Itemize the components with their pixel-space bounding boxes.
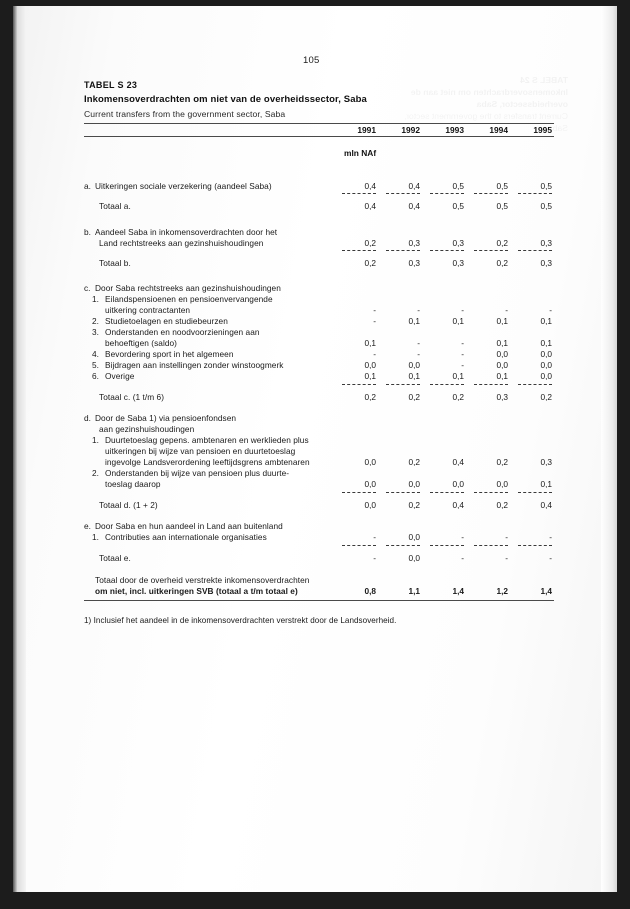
cell-value-1994: - (505, 532, 508, 542)
subtotal-separator (84, 193, 554, 197)
cell-value-1994: 0,5 (496, 181, 508, 191)
cell-value-1994: 0,2 (496, 457, 508, 467)
cell-value-1994: 0,3 (496, 392, 508, 402)
cell-value-1992: 0,0 (408, 479, 420, 489)
table-row (84, 500, 554, 511)
cell-value-1992: 0,2 (408, 457, 420, 467)
cell-value-1992: 0,2 (408, 500, 420, 510)
cell-value-1995: 0,5 (540, 181, 552, 191)
cell-value-1992: - (417, 349, 420, 359)
cell-value-1994: 0,0 (496, 360, 508, 370)
cell-value-1992: 0,0 (408, 553, 420, 563)
table-row (84, 392, 554, 403)
separator-segment (474, 492, 508, 493)
separator-segment (518, 384, 552, 385)
row-label: Onderstanden bij wijze van pensioen plus duurte- (105, 468, 290, 478)
cell-value-1995: - (549, 532, 552, 542)
row-label: Totaal a. (99, 201, 131, 211)
subtotal-separator (84, 250, 554, 254)
cell-value-1993: 0,5 (452, 201, 464, 211)
cell-value-1995: 0,0 (540, 360, 552, 370)
separator-segment (386, 545, 420, 546)
row-marker: 2. (92, 316, 99, 326)
separator-segment (474, 545, 508, 546)
table-row (84, 521, 554, 532)
row-label: Contributies aan internationale organisaties (105, 532, 267, 542)
cell-value-1991: 0,8 (364, 586, 376, 596)
cell-value-1991: 0,0 (364, 360, 376, 370)
cell-value-1994: 0,2 (496, 500, 508, 510)
table-row (84, 553, 554, 564)
row-marker: 6. (92, 371, 99, 381)
cell-value-1993: 0,1 (452, 371, 464, 381)
table-row (84, 349, 554, 360)
table-row (84, 446, 554, 457)
table-row (84, 294, 554, 305)
row-marker: 4. (92, 349, 99, 359)
subtotal-separator (84, 384, 554, 388)
row-label: Totaal e. (99, 553, 131, 563)
separator-segment (342, 193, 376, 194)
row-label: Door de Saba 1) via pensioenfondsen (95, 413, 237, 423)
cell-value-1991: 0,1 (364, 371, 376, 381)
cell-value-1995: 0,5 (540, 201, 552, 211)
cell-value-1995: - (549, 305, 552, 315)
table-row (84, 316, 554, 327)
separator-segment (430, 250, 464, 251)
table-row (84, 435, 554, 446)
row-label: Bijdragen aan instellingen zonder winstoogmerk (105, 360, 284, 370)
separator-segment (386, 384, 420, 385)
separator-segment (430, 545, 464, 546)
table-row (84, 413, 554, 424)
cell-value-1994: 0,1 (496, 371, 508, 381)
cell-value-1991: - (373, 349, 376, 359)
table-id: TABEL S 23 (84, 80, 138, 90)
cell-value-1992: - (417, 305, 420, 315)
separator-segment (518, 545, 552, 546)
row-label: Bevordering sport in het algemeen (105, 349, 234, 359)
cell-value-1993: 0,0 (452, 479, 464, 489)
row-marker: d. (84, 413, 91, 423)
separator-segment (518, 492, 552, 493)
cell-value-1995: 0,1 (540, 479, 552, 489)
cell-value-1995: 0,4 (540, 500, 552, 510)
cell-value-1993: - (461, 532, 464, 542)
cell-value-1993: 0,5 (452, 181, 464, 191)
cell-value-1995: 0,3 (540, 238, 552, 248)
footnote: 1) Inclusief het aandeel in de inkomensoverdrachten verstrekt door de Landsoverheid. (84, 616, 397, 625)
table-title-english: Current transfers from the government sector, Saba (84, 109, 286, 119)
row-label: ingevolge Landsverordening leeftijdsgrens ambtenaren (105, 457, 310, 467)
cell-value-1994: 0,0 (496, 349, 508, 359)
cell-value-1993: 1,4 (452, 586, 464, 596)
row-marker: 1. (92, 294, 99, 304)
separator-segment (474, 193, 508, 194)
row-label: Totaal b. (99, 258, 131, 268)
cell-value-1992: 0,0 (408, 532, 420, 542)
separator-segment (386, 193, 420, 194)
row-label: Overige (105, 371, 135, 381)
separator-segment (342, 384, 376, 385)
cell-value-1995: 0,3 (540, 457, 552, 467)
cell-value-1992: 0,2 (408, 392, 420, 402)
header-rule-bottom (84, 136, 554, 137)
cell-value-1992: 0,3 (408, 258, 420, 268)
row-marker: b. (84, 227, 91, 237)
table-row (84, 227, 554, 238)
cell-value-1991: 0,4 (364, 181, 376, 191)
cell-value-1993: - (461, 349, 464, 359)
table-title-dutch: Inkomensoverdrachten om niet van de overheidssector, Saba (84, 94, 367, 105)
separator-segment (474, 250, 508, 251)
row-marker: 3. (92, 327, 99, 337)
cell-value-1991: - (373, 553, 376, 563)
row-label: Uitkeringen sociale verzekering (aandeel Saba) (95, 181, 272, 191)
table-row (84, 586, 554, 597)
table-row (84, 305, 554, 316)
separator-segment (342, 492, 376, 493)
row-label: Eilandspensioenen en pensioenvervangende (105, 294, 273, 304)
cell-value-1991: 0,2 (364, 392, 376, 402)
separator-segment (430, 492, 464, 493)
row-label: Aandeel Saba in inkomensoverdrachten door het (95, 227, 278, 237)
cell-value-1992: - (417, 338, 420, 348)
separator-segment (430, 193, 464, 194)
cell-value-1993: 0,1 (452, 316, 464, 326)
cell-value-1994: 0,5 (496, 201, 508, 211)
column-header-year-1994: 1994 (489, 125, 508, 135)
separator-segment (518, 250, 552, 251)
cell-value-1992: 0,3 (408, 238, 420, 248)
separator-segment (386, 492, 420, 493)
cell-value-1991: 0,1 (364, 338, 376, 348)
cell-value-1993: 0,3 (452, 238, 464, 248)
cell-value-1993: - (461, 338, 464, 348)
subtotal-separator (84, 545, 554, 549)
cell-value-1992: 0,0 (408, 360, 420, 370)
row-label: Totaal door de overheid verstrekte inkomensoverdrachten (95, 575, 310, 585)
row-label: Land rechtstreeks aan gezinshuishoudingen (99, 238, 264, 248)
cell-value-1991: - (373, 316, 376, 326)
table-row (84, 575, 554, 586)
cell-value-1992: 0,1 (408, 316, 420, 326)
cell-value-1993: - (461, 305, 464, 315)
cell-value-1993: 0,2 (452, 392, 464, 402)
row-label: Duurtetoeslag gepens. ambtenaren en werklieden plus (105, 435, 309, 445)
row-marker: 5. (92, 360, 99, 370)
table-row (84, 424, 554, 435)
column-header-year-1993: 1993 (445, 125, 464, 135)
cell-value-1993: 0,3 (452, 258, 464, 268)
page-number: 105 (303, 55, 320, 66)
cell-value-1992: 1,1 (408, 586, 420, 596)
table-title-block (84, 79, 554, 120)
cell-value-1991: 0,2 (364, 258, 376, 268)
row-marker: 2. (92, 468, 99, 478)
row-marker: c. (84, 283, 91, 293)
row-label: behoeftigen (saldo) (105, 338, 177, 348)
row-label: Totaal d. (1 + 2) (99, 500, 158, 510)
subtotal-separator (84, 492, 554, 496)
column-header-year-1992: 1992 (401, 125, 420, 135)
table-row (84, 258, 554, 269)
row-label: uitkering contractanten (105, 305, 191, 315)
table-row (84, 479, 554, 490)
cell-value-1991: 0,0 (364, 457, 376, 467)
cell-value-1992: 0,4 (408, 181, 420, 191)
table-row (84, 338, 554, 349)
cell-value-1994: 1,2 (496, 586, 508, 596)
cell-value-1994: - (505, 305, 508, 315)
table-row (84, 468, 554, 479)
cell-value-1995: 0,2 (540, 392, 552, 402)
cell-value-1991: 0,2 (364, 238, 376, 248)
row-marker: 1. (92, 435, 99, 445)
row-label: Door Saba en hun aandeel in Land aan buitenland (95, 521, 283, 531)
row-label: Studietoelagen en studiebeurzen (105, 316, 228, 326)
table-row (84, 201, 554, 212)
table-row (84, 532, 554, 543)
cell-value-1995: 1,4 (540, 586, 552, 596)
cell-value-1992: 0,4 (408, 201, 420, 211)
row-label: om niet, incl. uitkeringen SVB (totaal a t/m totaal e) (95, 586, 298, 596)
cell-value-1992: 0,1 (408, 371, 420, 381)
cell-value-1991: 0,0 (364, 479, 376, 489)
row-marker: a. (84, 181, 91, 191)
separator-segment (342, 545, 376, 546)
separator-segment (430, 384, 464, 385)
cell-value-1991: 0,0 (364, 500, 376, 510)
table-bottom-rule (84, 600, 554, 601)
separator-segment (386, 250, 420, 251)
row-marker: e. (84, 521, 91, 531)
cell-value-1994: 0,1 (496, 338, 508, 348)
cell-value-1995: 0,1 (540, 316, 552, 326)
table-row (84, 238, 554, 249)
table-row (84, 457, 554, 468)
cell-value-1995: 0,3 (540, 258, 552, 268)
cell-value-1994: 0,2 (496, 238, 508, 248)
cell-value-1995: - (549, 553, 552, 563)
unit-label: mln NAf (344, 148, 377, 158)
column-header-years (84, 125, 554, 136)
table-row (84, 283, 554, 294)
separator-segment (474, 384, 508, 385)
cell-value-1993: 0,4 (452, 500, 464, 510)
cell-value-1993: 0,4 (452, 457, 464, 467)
cell-value-1994: - (505, 553, 508, 563)
table-row (84, 327, 554, 338)
row-label: Door Saba rechtstreeks aan gezinshuishoudingen (95, 283, 281, 293)
separator-segment (518, 193, 552, 194)
cell-value-1991: - (373, 305, 376, 315)
cell-value-1993: - (461, 553, 464, 563)
row-label: Onderstanden en noodvoorzieningen aan (105, 327, 260, 337)
cell-value-1991: 0,4 (364, 201, 376, 211)
cell-value-1994: 0,2 (496, 258, 508, 268)
table-row (84, 360, 554, 371)
cell-value-1995: 0,0 (540, 349, 552, 359)
column-header-year-1995: 1995 (533, 125, 552, 135)
row-label: toeslag daarop (105, 479, 161, 489)
row-label: Totaal c. (1 t/m 6) (99, 392, 165, 402)
row-label: aan gezinshuishoudingen (99, 424, 195, 434)
row-marker: 1. (92, 532, 99, 542)
row-label: uitkeringen bij wijze van pensioen en duurtetoeslag (105, 446, 296, 456)
cell-value-1995: 0,0 (540, 371, 552, 381)
cell-value-1993: - (461, 360, 464, 370)
table-row (84, 371, 554, 382)
table-row (84, 181, 554, 192)
cell-value-1991: - (373, 532, 376, 542)
separator-segment (342, 250, 376, 251)
column-header-year-1991: 1991 (357, 125, 376, 135)
cell-value-1994: 0,0 (496, 479, 508, 489)
cell-value-1994: 0,1 (496, 316, 508, 326)
cell-value-1995: 0,1 (540, 338, 552, 348)
